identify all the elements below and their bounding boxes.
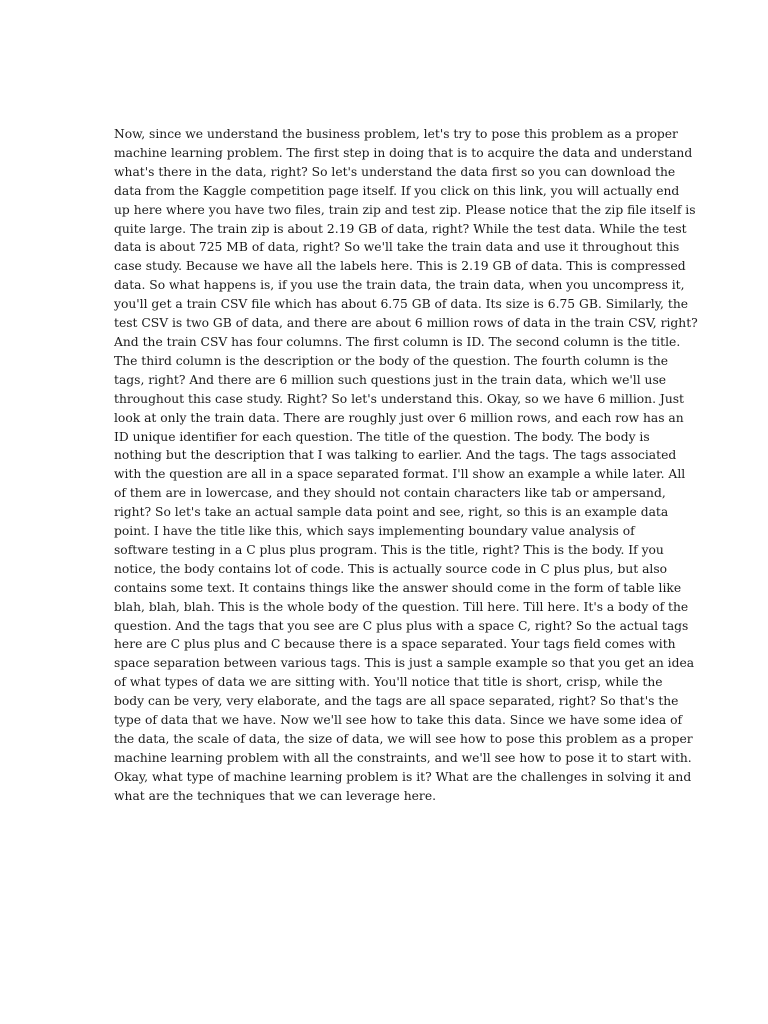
text-line: machine learning problem with all the constraints, and we'll see how to pose it to start with. <box>114 750 692 765</box>
text-line: software testing in a C plus plus program. This is the title, right? This is the body. If you <box>114 542 664 557</box>
text-line: you'll get a train CSV file which has about 6.75 GB of data. Its size is 6.75 GB. Similarly, the <box>114 297 689 312</box>
text-line: data. So what happens is, if you use the train data, the train data, when you uncompress it, <box>114 278 685 293</box>
text-line: tags, right? And there are 6 million such questions just in the train data, which we'll use <box>114 372 667 387</box>
text-line: The third column is the description or the body of the question. The fourth column is the <box>114 353 669 368</box>
text-line: Okay, what type of machine learning problem is it? What are the challenges in solving it and <box>114 769 692 784</box>
text-line: nothing but the description that I was talking to earlier. And the tags. The tags associated <box>114 448 677 463</box>
text-line: point. I have the title like this, which says implementing boundary value analysis of <box>114 524 635 539</box>
text-line: up here where you have two files, train zip and test zip. Please notice that the zip file itself is <box>114 202 696 217</box>
text-line: Now, since we understand the business problem, let's try to pose this problem as a proper <box>114 127 678 141</box>
text-line: of what types of data we are sitting with. You'll notice that title is short, crisp, while the <box>114 675 663 690</box>
text-line: throughout this case study. Right? So let's understand this. Okay, so we have 6 million. Just <box>114 391 684 406</box>
text-line: data is about 725 MB of data, right? So we'll take the train data and use it throughout this <box>114 240 680 255</box>
text-line: question. And the tags that you see are C plus plus with a space C, right? So the actual tags <box>114 618 689 633</box>
text-line: ID unique identifier for each question. The title of the question. The body. The body is <box>114 429 650 444</box>
body-paragraph <box>114 125 698 806</box>
text-line: look at only the train data. There are roughly just over 6 million rows, and each row has an <box>114 410 684 425</box>
text-line: the data, the scale of data, the size of data, we will see how to pose this problem as a proper <box>114 732 693 746</box>
text-line: And the train CSV has four columns. The first column is ID. The second column is the title. <box>114 334 681 349</box>
text-line: machine learning problem. The first step in doing that is to acquire the data and understand <box>114 145 693 160</box>
text-line: data from the Kaggle competition page itself. If you click on this link, you will actually end <box>114 183 680 198</box>
text-line: what's there in the data, right? So let's understand the data first so you can download the <box>114 164 676 179</box>
text-line: contains some text. It contains things like the answer should come in the form of table like <box>114 580 682 595</box>
text-line: notice, the body contains lot of code. This is actually source code in C plus plus, but also <box>114 561 668 576</box>
text-line: of them are in lowercase, and they should not contain characters like tab or ampersand, <box>114 486 666 501</box>
text-line: with the question are all in a space separated format. I'll show an example a while later. All <box>114 467 686 482</box>
text-line: here are C plus plus and C because there is a space separated. Your tags field comes with <box>114 637 676 652</box>
text-line: type of data that we have. Now we'll see how to take this data. Since we have some idea of <box>114 713 683 728</box>
text-line: what are the techniques that we can leverage here. <box>114 788 437 803</box>
text-line: body can be very, very elaborate, and the tags are all space separated, right? So that's the <box>114 694 679 709</box>
text-line: blah, blah, blah. This is the whole body of the question. Till here. Till here. It's a body of the <box>114 599 689 614</box>
text-line: right? So let's take an actual sample data point and see, right, so this is an example data <box>114 505 669 520</box>
text-line: space separation between various tags. This is just a sample example so that you get an idea <box>114 656 695 671</box>
text-line: case study. Because we have all the labels here. This is 2.19 GB of data. This is compressed <box>114 259 686 274</box>
text-line: test CSV is two GB of data, and there are about 6 million rows of data in the train CSV, right? <box>114 316 698 331</box>
text-line: quite large. The train zip is about 2.19 GB of data, right? While the test data. While the test <box>114 221 687 236</box>
